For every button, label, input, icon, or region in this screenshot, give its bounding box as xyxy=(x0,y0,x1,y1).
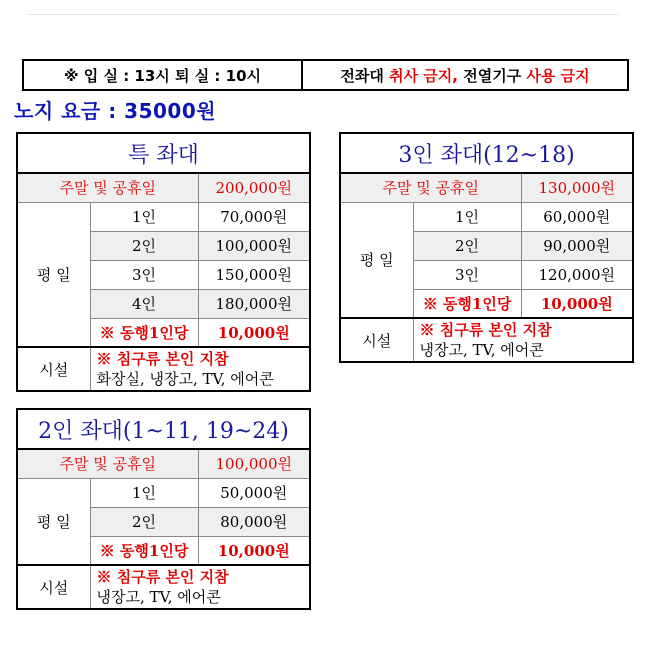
table-title: 특 좌대 xyxy=(17,133,310,173)
rule-prefix: 전좌대 xyxy=(340,66,384,85)
price: 120,000원 xyxy=(521,260,633,289)
people-count: 4인 xyxy=(90,289,198,318)
extra-person-label: ※ 동행1인당 xyxy=(413,289,521,318)
weekend-label: 주말 및 공휴일 xyxy=(340,173,521,202)
weekend-label: 주말 및 공휴일 xyxy=(17,173,198,202)
weekend-price: 100,000원 xyxy=(198,449,310,478)
top-divider xyxy=(28,14,618,15)
facility-info xyxy=(90,347,310,391)
price: 150,000원 xyxy=(198,260,310,289)
people-count: 2인 xyxy=(413,231,521,260)
rule-cooking: 취사 금지, xyxy=(389,66,458,85)
facility-info xyxy=(90,565,310,609)
facility-label: 시설 xyxy=(340,318,413,362)
three-person-seat-table xyxy=(339,132,634,363)
facility-note: ※ 침구류 본인 지참 xyxy=(96,350,229,368)
price: 70,000원 xyxy=(198,202,310,231)
people-count: 3인 xyxy=(413,260,521,289)
usage-rules xyxy=(303,61,627,89)
checkin-checkout-text: ※ 입 실 : 13시 퇴 실 : 10시 xyxy=(24,61,303,89)
facility-info xyxy=(413,318,633,362)
extra-person-label: ※ 동행1인당 xyxy=(90,318,198,347)
facility-label: 시설 xyxy=(17,565,90,609)
facility-items: 화장실, 냉장고, TV, 에어콘 xyxy=(96,370,274,388)
weekday-label: 평 일 xyxy=(17,478,90,565)
price: 90,000원 xyxy=(521,231,633,260)
extra-person-price: 10,000원 xyxy=(198,318,310,347)
table-title: 2인 좌대(1~11, 19~24) xyxy=(17,409,310,449)
table-title: 3인 좌대(12~18) xyxy=(340,133,633,173)
price: 50,000원 xyxy=(198,478,310,507)
weekday-label: 평 일 xyxy=(340,202,413,318)
rule-middle: 전열기구 xyxy=(463,66,522,85)
extra-person-price: 10,000원 xyxy=(198,536,310,565)
facility-items: 냉장고, TV, 에어콘 xyxy=(419,341,544,359)
price: 80,000원 xyxy=(198,507,310,536)
facility-label: 시설 xyxy=(17,347,90,391)
people-count: 1인 xyxy=(413,202,521,231)
people-count: 3인 xyxy=(90,260,198,289)
people-count: 1인 xyxy=(90,202,198,231)
facility-note: ※ 침구류 본인 지참 xyxy=(96,568,229,586)
special-seat-table xyxy=(16,132,311,392)
outdoor-fee: 노지 요금 : 35000원 xyxy=(14,99,217,123)
facility-note: ※ 침구류 본인 지참 xyxy=(419,321,552,339)
extra-person-price: 10,000원 xyxy=(521,289,633,318)
price: 60,000원 xyxy=(521,202,633,231)
two-person-seat-table xyxy=(16,408,311,610)
rule-heater: 사용 금지 xyxy=(526,66,590,85)
price: 180,000원 xyxy=(198,289,310,318)
weekend-price: 130,000원 xyxy=(521,173,633,202)
notice-bar xyxy=(22,59,629,91)
weekend-price: 200,000원 xyxy=(198,173,310,202)
facility-items: 냉장고, TV, 에어콘 xyxy=(96,588,221,606)
weekday-label: 평 일 xyxy=(17,202,90,347)
people-count: 1인 xyxy=(90,478,198,507)
people-count: 2인 xyxy=(90,507,198,536)
weekend-label: 주말 및 공휴일 xyxy=(17,449,198,478)
people-count: 2인 xyxy=(90,231,198,260)
extra-person-label: ※ 동행1인당 xyxy=(90,536,198,565)
price: 100,000원 xyxy=(198,231,310,260)
